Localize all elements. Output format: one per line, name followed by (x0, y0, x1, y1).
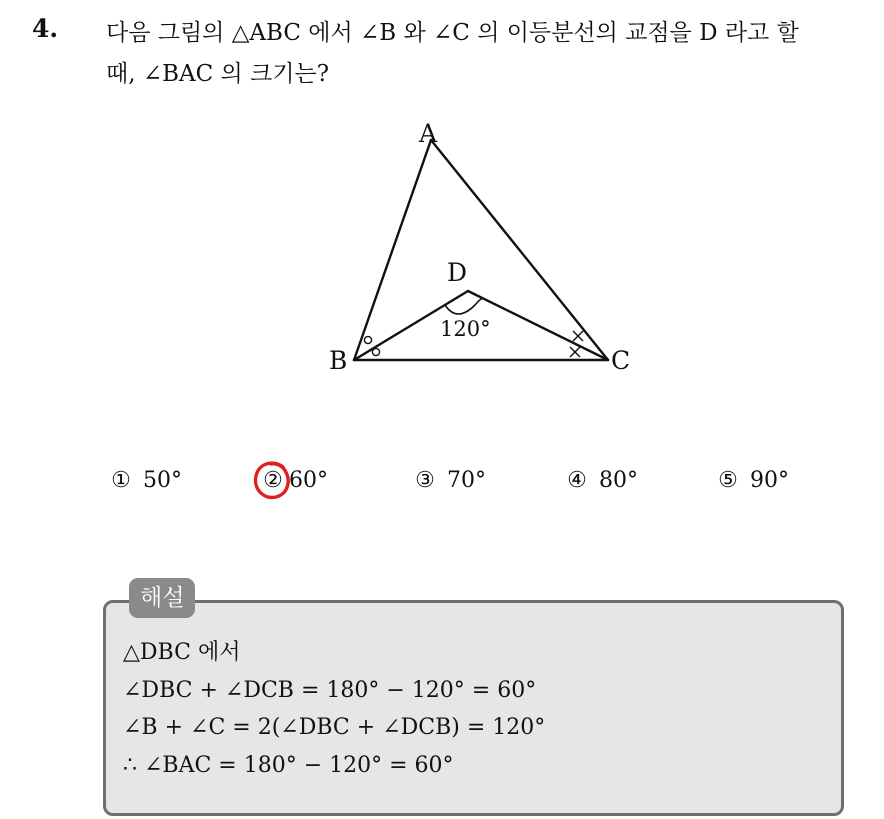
choice-5-mark: ⑤ (718, 468, 738, 493)
triangle-figure (318, 110, 648, 390)
angle-label: 120° (440, 317, 491, 341)
solution-line-4: ∴ ∠BAC = 180° − 120° = 60° (123, 752, 454, 778)
question-number: 4. (32, 14, 59, 43)
vertex-label-b: B (329, 346, 348, 375)
choice-4-mark: ④ (567, 468, 587, 493)
choice-5[interactable] (714, 462, 789, 500)
question-text (106, 13, 866, 95)
solution-tag: 해설 (129, 578, 195, 618)
vertex-label-c: C (611, 346, 631, 375)
solution-line-3: ∠B + ∠C = 2(∠DBC + ∠DCB) = 120° (123, 715, 546, 740)
choice-4[interactable] (563, 462, 638, 500)
choice-4-value: 80° (599, 468, 638, 493)
triangle-diagram (318, 110, 648, 390)
choice-3-mark: ③ (415, 468, 435, 493)
question-line-1: 다음 그림의 △ABC 에서 ∠B 와 ∠C 의 이등분선의 교점을 D 라고 할 (106, 20, 799, 46)
solution-line-1: △DBC 에서 (123, 640, 241, 665)
choice-2-mark: ② (263, 468, 283, 493)
choice-3-value: 70° (447, 468, 486, 493)
vertex-label-d: D (447, 258, 468, 287)
choice-1-value: 50° (143, 468, 182, 493)
choice-2[interactable] (259, 462, 328, 500)
choice-2-value: 60° (289, 468, 328, 493)
answer-choices (0, 462, 884, 502)
side-ab (354, 140, 431, 360)
solution-lines (123, 634, 545, 784)
vertex-label-a: A (419, 119, 438, 148)
solution-line-2: ∠DBC + ∠DCB = 180° − 120° = 60° (123, 677, 537, 703)
choice-5-value: 90° (750, 468, 789, 493)
question-line-2: 때, ∠BAC 의 크기는? (106, 61, 330, 87)
choice-3[interactable] (411, 462, 486, 500)
choice-1-mark: ① (111, 468, 131, 493)
choice-1[interactable] (107, 462, 182, 500)
